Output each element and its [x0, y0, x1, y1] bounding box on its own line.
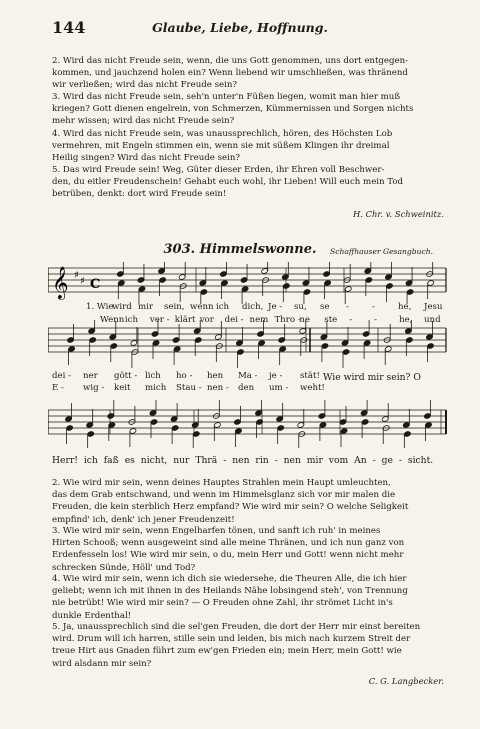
notes-system-3: [65, 400, 432, 448]
lyric-syllable: su,: [294, 302, 307, 312]
stanza-line: schrecken Sünde, Höll' und Tod?: [52, 562, 196, 573]
music-staff-system-1: [48, 262, 448, 304]
lyric-syllable: -: [346, 302, 349, 312]
lyric-syllable: -: [349, 315, 353, 325]
lyric-syllable: 1. Wie: [86, 302, 114, 312]
stanza-line: 3. Wird das nicht Freude sein, seh'n unter'n Füßen liegen, womit man hier muß: [52, 92, 401, 102]
lyric-syllable: vor: [199, 315, 214, 325]
hymn-source: Schaffhauser Gesangbuch.: [330, 247, 434, 256]
stanza-line: dunkle Erdenthal!: [52, 610, 132, 621]
stanza-line: Hirten Schooß; wenn ausgeweint sind alle meine Thränen, und ich nun ganz von: [52, 538, 405, 549]
stanza-line: Freuden, die kein sterblich Herz empfand? Wie wird mir sein? O welche Seligkeit: [52, 502, 409, 513]
lyric-syllable: wird: [112, 302, 132, 312]
stanza-line: empfind' ich, denk' ich jener Freudenzeit!: [52, 514, 235, 525]
lyric-syllable: se: [320, 302, 330, 312]
stanza-line: betrüben, denkt: dort wird Freude sein!: [52, 189, 227, 200]
refrain-lyric: Wie wird mir sein? O: [323, 372, 421, 383]
lyric-syllable: und: [424, 315, 441, 325]
lyric-syllable: ne: [299, 315, 310, 325]
lyric-syllable: stät!: [300, 371, 320, 381]
lyric-syllable: ich: [216, 302, 230, 312]
stanza-line: 5. Ja, unaussprechlich sind die sel'gen Freuden, die dort der Herr mir einst bereiten: [52, 622, 421, 632]
stanza-line: 4. Wie wird mir sein, wenn ich dich sie wiedersehe, die Theuren Alle, die ich hier: [52, 574, 407, 584]
lyric-syllable: he,: [398, 302, 412, 312]
music-staff-system-2: [48, 320, 448, 370]
lyric-syllable: ich: [124, 315, 139, 325]
sharp-icon: ♯: [74, 270, 79, 281]
lyric-syllable: weht!: [300, 383, 325, 393]
lyric-syllable: Ma -: [238, 371, 258, 381]
lyric-syllable: keit: [114, 383, 131, 393]
top-attribution: H. Chr. v. Schweinitz.: [352, 209, 444, 219]
lyric-syllable: nem: [249, 315, 269, 325]
page-number: 144: [52, 18, 86, 37]
stanza-line: geliebt; wenn ich mit ihnen in des Heilands Nähe lobsingend steh', von Trennung: [52, 586, 408, 597]
stanza-line: 2. Wie wird mir sein, wenn deines Hauptes Strahlen mein Haupt umleuchten,: [52, 478, 391, 488]
lyric-syllable: -: [374, 315, 378, 325]
stanza-line: 5. Das wird Freude sein! Weg, Güter dieser Erden, ihr Ehren voll Beschwer-: [52, 165, 385, 175]
lyric-syllable: ste: [324, 315, 338, 325]
lyric-syllable: sein,: [164, 302, 185, 312]
lyric-syllable: ver -: [149, 315, 170, 325]
lyric-syllable: dich,: [242, 302, 264, 312]
lyric-syllable: um -: [269, 383, 289, 393]
lyric-syllable: -: [372, 302, 375, 312]
stanza-line: kommen, und jauchzend holen ein? Wenn liebend wir umschließen, was thränend: [52, 68, 408, 79]
running-head: Glaube, Liebe, Hoffnung.: [152, 20, 328, 35]
lyric-syllable: ho -: [176, 371, 193, 381]
stanza-line: den, du eitler Freudenschein! Gehabt euch wohl, ihr Lieben! Will euch mein Tod: [52, 177, 404, 188]
sharp-icon: ♯: [80, 276, 85, 287]
lyric-syllable: Jesu: [424, 302, 443, 312]
lyric-syllable: Stau -: [176, 383, 202, 393]
stanza-line: nie betrübt! Wie wird mir sein? — O Freuden ohne Zahl, ihr strömet Licht in's: [52, 598, 393, 609]
stanza-line: 4. Wird das nicht Freude sein, was unaussprechlich, hören, des Höchsten Lob: [52, 129, 393, 139]
lyric-syllable: den: [238, 383, 255, 393]
stanza-line: mehr wissen; wird das nicht Freude sein?: [52, 116, 235, 127]
hymn-title: 303. Himmelswonne.: [163, 242, 317, 257]
lyric-syllable: mich: [145, 383, 167, 393]
stanza-line: Heilig singen? Wird das nicht Freude sein?: [52, 153, 240, 164]
lyrics-system-3: Herr! ich faß es nicht, nur Thrä - nen rin - nen mir vom An - ge - sicht.: [52, 455, 434, 466]
treble-clef-icon: 𝄞: [52, 266, 69, 299]
time-signature-icon: C: [90, 277, 101, 292]
lyric-syllable: Thro -: [274, 315, 301, 325]
lyric-syllable: E -: [52, 383, 64, 393]
lyric-syllable: mir: [138, 302, 154, 312]
lyric-syllable: Wenn: [100, 315, 125, 325]
stanza-line: wird. Drum will ich harren, stille sein und leiden, bis mich nach kurzem Streit der: [52, 634, 411, 645]
lyric-syllable: je -: [269, 371, 283, 381]
stanza-line: wir verließen; wird das nicht Freude sein?: [52, 80, 237, 91]
lyric-syllable: klärt: [174, 315, 196, 325]
lyric-syllable: dei -: [52, 371, 71, 381]
stanza-line: 3. Wie wird mir sein, wenn Engelharfen tönen, und sanft ich ruh' in meines: [52, 526, 381, 536]
lyric-syllable: lich: [145, 371, 161, 381]
stanza-line: treue Hirt aus Gnaden führt zum ew'gen Frieden ein; mein Herr, mein Gott! wie: [52, 646, 402, 657]
lyric-syllable: ner: [83, 371, 98, 381]
lyric-syllable: he,: [399, 315, 413, 325]
stanza-line: kriegen? Gott dienen engelrein, von Schmerzen, Kümmernissen und Sorgen nichts: [52, 104, 414, 115]
bottom-attribution: C. G. Langbecker.: [368, 676, 444, 686]
lyric-syllable: gött -: [114, 371, 138, 381]
notes-system-2: [67, 320, 434, 368]
stanza-line: Erdenfesseln los! Wie wird mir sein, o du, mein Herr und Gott! wenn nicht mehr: [52, 550, 404, 561]
lyric-syllable: hen: [207, 371, 224, 381]
stanza-line: 2. Wird das nicht Freude sein, wenn, die uns Gott genommen, uns dort entgegen-: [52, 56, 409, 66]
stanza-line: vermehren, mit Engeln stimmen ein, wenn sie mit süßem Klingen ihr dreimal: [52, 141, 390, 152]
page-header: [52, 18, 428, 38]
stanza-line: wird alsdann mir sein?: [52, 658, 152, 669]
lyric-syllable: Je -: [268, 302, 283, 312]
stanza-line: das dem Grab entschwand, und wenn im Himmelsglanz sich vor mir malen die: [52, 490, 396, 501]
lyric-syllable: wenn: [190, 302, 214, 312]
lyric-syllable: dei -: [224, 315, 244, 325]
lyric-syllable: nen -: [207, 383, 229, 393]
lyric-syllable: wig -: [83, 383, 105, 393]
music-staff-system-3: [48, 400, 448, 448]
